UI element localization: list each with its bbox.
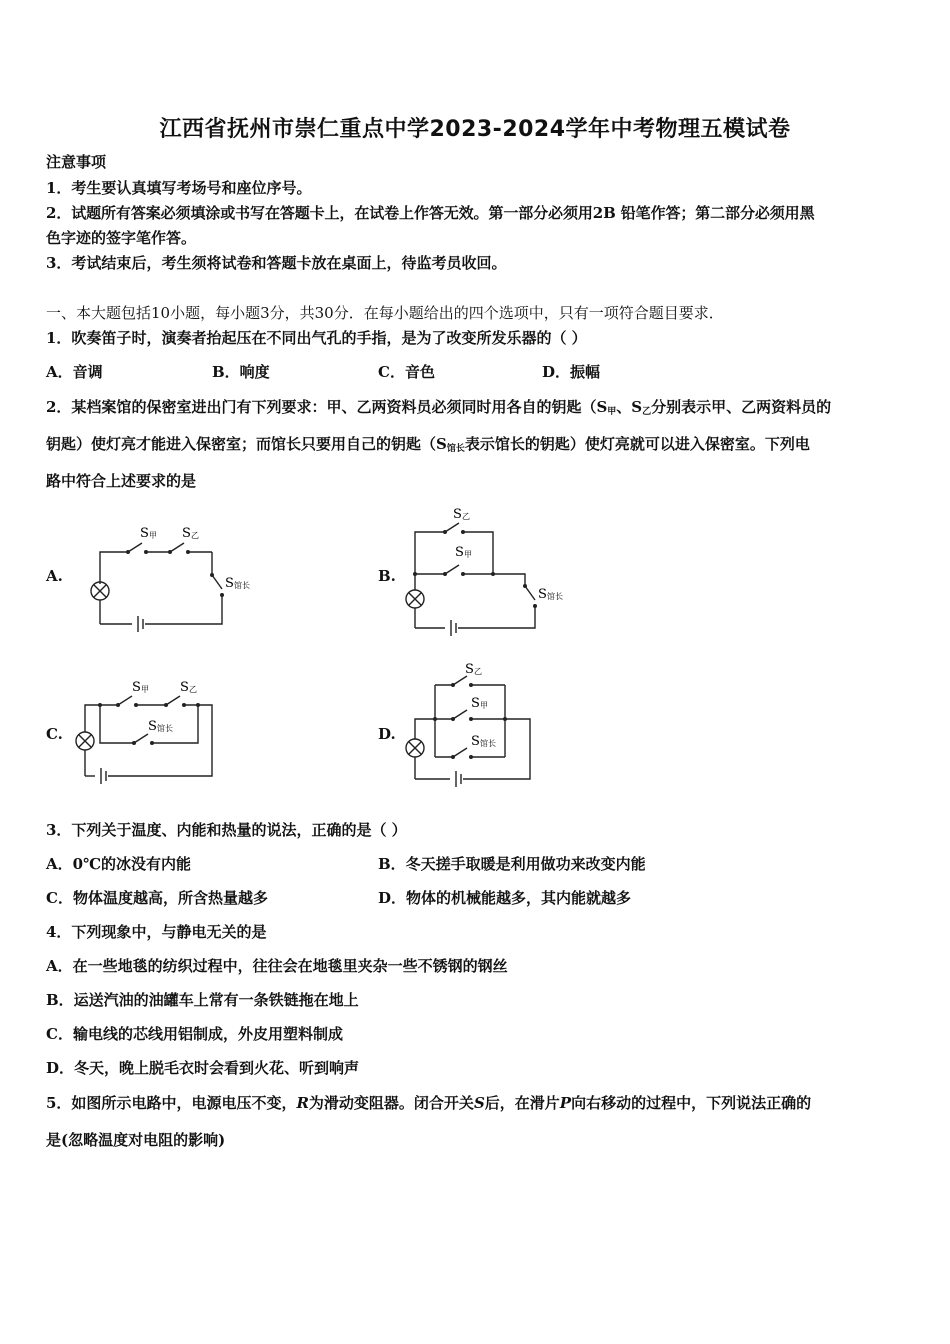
svg-text:甲: 甲 (464, 550, 472, 559)
question-5-line2: 是(忽略温度对电阻的影响) (46, 1131, 226, 1149)
svg-text:S: S (225, 576, 234, 591)
svg-text:S: S (455, 545, 464, 560)
notice-heading: 注意事项 (46, 153, 107, 171)
q4-option-a: A．在一些地毯的纺织过程中，往往会在地毯里夹杂一些不锈钢的钢丝 (46, 957, 508, 975)
q2-option-c: C. (46, 725, 63, 743)
circuit-diagram-d (395, 655, 545, 790)
section-heading: 一、本大题包括10小题，每小题3分，共30分．在每小题给出的四个选项中，只有一项符合题目要求． (46, 304, 724, 322)
question-5-line1: 5．如图所示电路中，电源电压不变，R为滑动变阻器。闭合开关S后，在滑片P向右移动的过程中，下列说法正确的 (46, 1094, 812, 1112)
q1-option-d: D．振幅 (542, 363, 601, 381)
question-2-line3: 路中符合上述要求的是 (46, 472, 197, 490)
svg-text:S: S (180, 680, 189, 695)
question-4-stem: 4．下列现象中，与静电无关的是 (46, 923, 267, 941)
circuit-diagram-a (80, 515, 260, 640)
svg-text:甲: 甲 (149, 531, 157, 540)
question-3-stem: 3．下列关于温度、内能和热量的说法，正确的是（ ） (46, 821, 407, 839)
q4-option-c: C．输电线的芯线用铝制成，外皮用塑料制成 (46, 1025, 343, 1043)
notice-item: 色字迹的签字笔作答。 (46, 229, 197, 247)
svg-text:馆长: 馆长 (234, 581, 250, 590)
svg-text:馆长: 馆长 (480, 739, 496, 748)
svg-text:S: S (453, 507, 462, 522)
svg-text:乙: 乙 (189, 685, 197, 694)
svg-text:S: S (140, 526, 149, 541)
q4-option-b: B．运送汽油的油罐车上常有一条铁链拖在地上 (46, 991, 359, 1009)
notice-item: 3．考试结束后，考生须将试卷和答题卡放在桌面上，待监考员收回。 (46, 254, 507, 272)
svg-text:S: S (182, 526, 191, 541)
question-2-line2: 钥匙）使灯亮才能进入保密室；而馆长只要用自己的钥匙（$S_{馆长}$表示馆长的钥匙）使灯亮就可以进入保密室。下列电 (46, 435, 810, 454)
q3-option-d: D．物体的机械能越多，其内能就越多 (378, 889, 632, 907)
svg-text:S: S (465, 662, 474, 677)
svg-text:馆长: 馆长 (547, 592, 563, 601)
circuit-diagram-c (70, 670, 250, 785)
question-2-line1: 2．某档案馆的保密室进出门有下列要求：甲、乙两资料员必须同时用各自的钥匙（$S_甲$、$S_乙$分别表示甲、乙两资料员的 (46, 398, 832, 417)
svg-text:S: S (471, 696, 480, 711)
notice-item: 2．试题所有答案必须填涂或书写在答题卡上，在试卷上作答无效。第一部分必须用2B 铅笔作答；第二部分必须用黑 (46, 204, 815, 222)
q1-option-c: C．音色 (378, 363, 435, 381)
svg-text:乙: 乙 (191, 531, 199, 540)
page-title: 江西省抚州市崇仁重点中学2023-2024学年中考物理五模试卷 (159, 117, 791, 142)
svg-text:S: S (148, 719, 157, 734)
q3-option-a: A．0℃的冰没有内能 (46, 855, 192, 873)
svg-text:S: S (132, 680, 141, 695)
q1-option-b: B．响度 (212, 363, 270, 381)
circuit-diagram-b (395, 500, 585, 640)
svg-text:乙: 乙 (462, 512, 470, 521)
svg-text:S: S (538, 587, 547, 602)
svg-text:馆长: 馆长 (157, 724, 173, 733)
q2-option-d: D. (378, 725, 396, 743)
q4-option-d: D．冬天，晚上脱毛衣时会看到火花、听到响声 (46, 1059, 360, 1077)
svg-text:甲: 甲 (141, 685, 149, 694)
question-1-stem: 1．吹奏笛子时，演奏者抬起压在不同出气孔的手指，是为了改变所发乐器的（ ） (46, 329, 587, 347)
q3-option-b: B．冬天搓手取暖是利用做功来改变内能 (378, 855, 646, 873)
svg-text:甲: 甲 (480, 701, 488, 710)
svg-text:乙: 乙 (474, 667, 482, 676)
q2-option-b: B. (378, 567, 396, 585)
q1-option-a: A．音调 (46, 363, 103, 381)
notice-item: 1．考生要认真填写考场号和座位序号。 (46, 179, 312, 197)
svg-text:S: S (471, 734, 480, 749)
q3-option-c: C．物体温度越高，所含热量越多 (46, 889, 268, 907)
q2-option-a: A. (46, 567, 63, 585)
